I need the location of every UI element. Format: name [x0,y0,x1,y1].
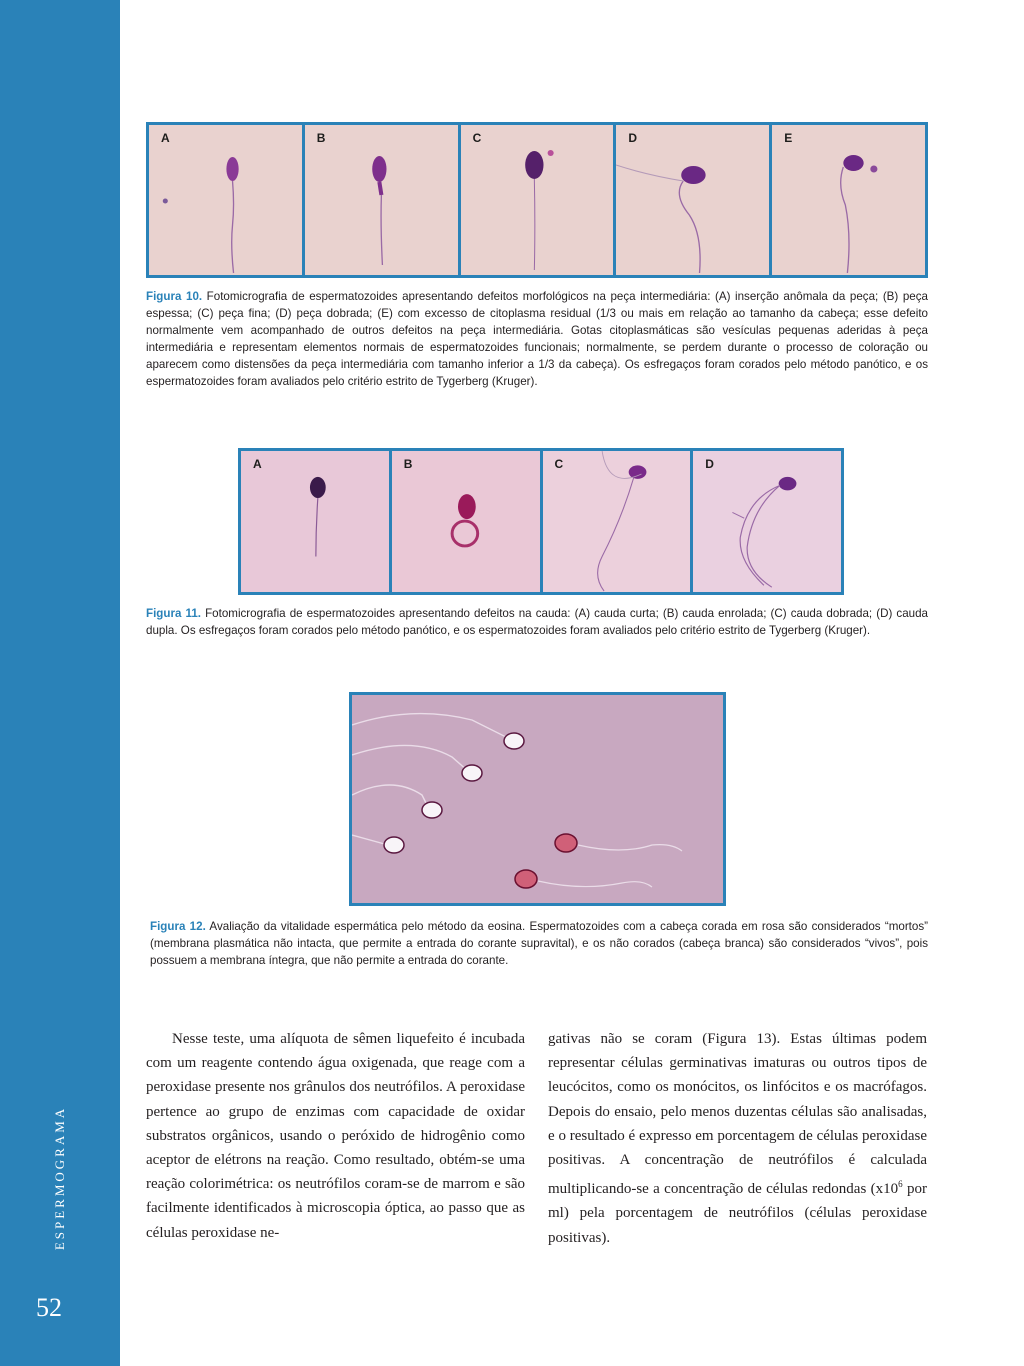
section-label: ESPERMOGRAMA [52,1105,67,1251]
sperm-micrograph [305,125,458,275]
sperm-micrograph [693,451,841,592]
panel-label: A [161,131,170,145]
figure-10-panel-c [461,125,614,275]
figure-10-panel-a [149,125,302,275]
panel-label: D [628,131,638,145]
figure-label: Figura 12. [150,920,206,933]
body-paragraph [548,1027,927,1250]
body-paragraph: Nesse teste, uma alíquota de sêmen liquefeito é incubada com um reagente contendo água oxigenada, que reage com a peroxidase presente nos grânulos dos neutrófilos. A peroxidase pertence ao grupo de enzimas com capacidade de oxidar substratos orgânicos, usando o peróxido de hidrogênio como aceptor de elétrons na reação. Como resultado, obtém-se uma reação colorimétrica: os neutrófilos coram-se de marrom e são facilmente identificados à microscopia óptica, ao passo que as células peroxidase ne- [146,1031,525,1241]
sidebar [0,0,120,1366]
sperm-micrograph [149,125,302,275]
sperm-micrograph [461,125,614,275]
figure-11-panel-a [241,451,389,592]
caption-text: Avaliação da vitalidade espermática pelo método da eosina. Espermatozoides com a cabeça corada em rosa são considerados “mortos” (membrana plasmática não intacta, que permite a entrada do corante supravital), e os não corados (cabeça branca) são considerados “vivos”, pois possuem a membrana íntegra, que não permite a entrada do corante. [150,920,929,967]
figure-11-panel-c [543,451,691,592]
figure-10-panel-e [772,125,925,275]
sperm-micrograph [241,451,389,592]
eosin-micrograph [352,695,723,903]
panel-label: E [784,131,793,145]
panel-label: C [554,457,564,471]
body-text: gativas não se coram (Figura 13). Estas últimas podem representar células germinativas imaturas ou outros tipos de leucócitos, como os monócitos, os linfócitos e os macrófagos. Depois do ensaio, pelo menos duzentas células são analisadas, e o resultado é expresso em porcentagem de células peroxidase positivas. A concentração de neutrófilos é calculada multiplicando-se a concentração de células redondas (x10 [548,1031,927,1198]
figure-10-panel-d [616,125,769,275]
superscript: 6 [898,1179,903,1190]
figure-10-panel-b [305,125,458,275]
panel-label: B [316,131,326,145]
figure-12-panel [352,695,723,903]
body-column-2 [548,1027,927,1250]
sperm-micrograph [392,451,540,592]
figure-label: Figura 10. [146,290,203,303]
figure-12-photo [349,692,726,906]
body-column-1 [146,1027,525,1245]
figure-11-panel-d [693,451,841,592]
caption-text: Fotomicrografia de espermatozoides apresentando defeitos morfológicos na peça intermediária: (A) inserção anômala da peça; (B) peça espessa; (C) peça fina; (D) peça dobrada; (E) com excesso de citoplasma residual (1/3 ou mais em relação ao tamanho da cabeça; esse defeito normalmente vem acompanhado de outros defeitos na peça intermediária. Gotas citoplasmáticas são vesículas pequenas aderidas à peça intermediária e representam elementos normais de espermatozoides funcionais; normalmente, se perdem durante o processo de coloração ou aparecem como distensões da peça intermediária com tamanho inferior a 1/3 da cabeça). Os esfregaços foram corados pelo método panótico, e os espermatozoides foram avaliados pelo critério estrito de Tygerberg (Kruger). [146,290,928,388]
body-text: por ml) pela porcentagem de neutrófilos (células peroxidase positivas). [548,1181,927,1246]
panel-label: C [472,131,482,145]
sperm-micrograph [772,125,925,275]
figure-11-caption [146,605,928,639]
figure-12-caption [150,918,928,969]
figure-11-panels [238,448,844,595]
figure-11-panel-b [392,451,540,592]
panel-label: A [253,457,262,471]
panel-label: B [403,457,413,471]
sperm-micrograph [543,451,691,592]
sperm-micrograph [616,125,769,275]
figure-10-panels [146,122,928,278]
figure-label: Figura 11. [146,607,201,620]
page-number: 52 [36,1293,62,1322]
panel-label: D [705,457,714,471]
figure-10-caption [146,288,928,390]
caption-text: Fotomicrografia de espermatozoides apresentando defeitos na cauda: (A) cauda curta; (B) cauda enrolada; (C) cauda dobrada; (D) cauda dupla. Os esfregaços foram corados pelo método panótico, e os espermatozoides foram avaliados pelo critério estrito de Tygerberg (Kruger). [146,607,929,637]
